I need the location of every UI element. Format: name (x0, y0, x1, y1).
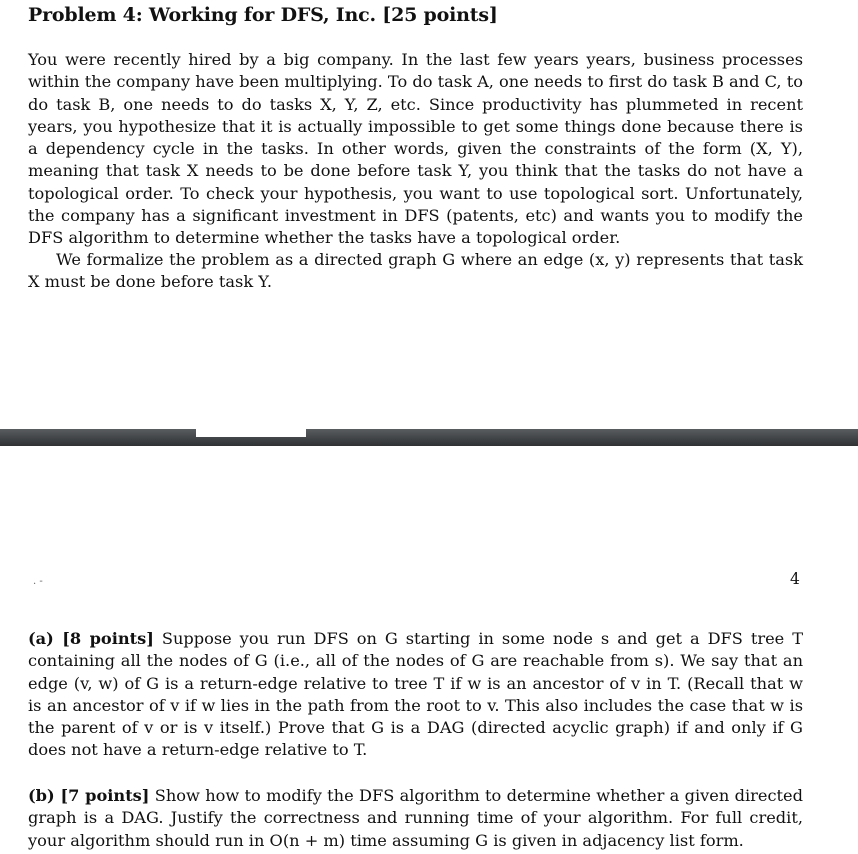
part-a-text: Suppose you run DFS on G starting in some node s and get a DFS tree T containing all the nodes of G (i.e., all of the nodes of G are reachable from s). We say that an edge (v, w) of G is a return-edge relative to tree T if w is an ancestor of v in T. (Recall that w is an ancestor of v if w lies in the path from the root to v. This also includes the case that w is the parent of v or is v itself.) Prove that G is a DAG (directed acyclic graph) if and only if G does not have a return-edge relative to T. (28, 629, 803, 760)
part-a-label: (a) [8 points] (28, 629, 154, 648)
problem-intro: You were recently hired by a big company. In the last few years years, business processes within the company have been multiplying. To do task A, one needs to first do task B and C, to do task B, one needs to do tasks X, Y, Z, etc. Since productivity has plummeted in recent years, you hypothesize that it is actually impossible to get some things done because there is a dependency cycle in the tasks. In other words, given the constraints of the form (X, Y), meaning that task X needs to be done before task Y, you think that the tasks do not have a topological order. To check your hypothesis, you want to use topological sort. Unfortunately, the company has a significant investment in DFS (patents, etc) and wants you to modify the DFS algorithm to determine whether the tasks have a topological order. (28, 50, 803, 248)
redaction-blob (196, 421, 306, 437)
part-b-label: (b) [7 points] (28, 786, 150, 805)
page-break-divider (0, 429, 858, 446)
problem-formalization: We formalize the problem as a directed graph G where an edge (x, y) represents that task X must be done before task Y. (28, 250, 803, 292)
stray-mark: . - (33, 576, 43, 587)
part-a (28, 628, 803, 762)
part-b (28, 785, 803, 852)
page-number: 4 (790, 570, 800, 588)
part-b-text: Show how to modify the DFS algorithm to determine whether a given directed graph is a DAG. Justify the correctness and running time of your algorithm. For full credit, your algorithm should run in O(n + m) time assuming G is given in adjacency list form. (28, 786, 803, 850)
problem-title: Problem 4: Working for DFS, Inc. [25 points] (28, 4, 498, 26)
